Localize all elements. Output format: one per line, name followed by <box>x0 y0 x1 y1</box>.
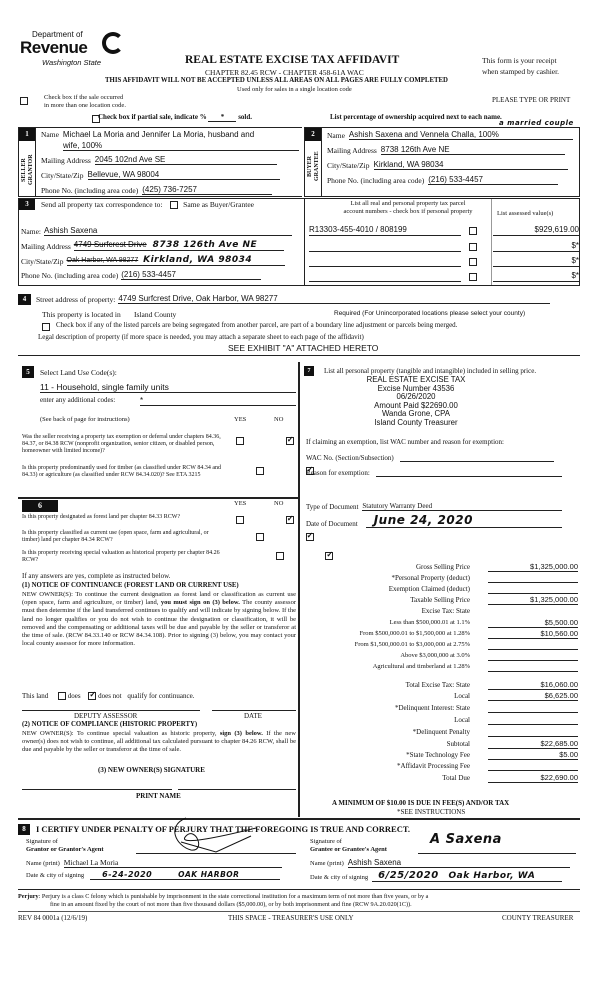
buyer-mailing-label: Mailing Address <box>327 146 377 155</box>
deputy-assessor-label: DEPUTY ASSESSOR <box>74 712 138 720</box>
seller-phone-row <box>41 185 272 195</box>
certify-statement: I CERTIFY UNDER PENALTY OF PERJURY THAT THE FOREGOING IS TRUE AND CORRECT. <box>36 824 411 834</box>
grantor-signature-field[interactable] <box>136 830 296 854</box>
logo-line1: Department of <box>32 30 83 39</box>
calc-label: From $1,500,000.01 to $3,000,000 at 2.75% <box>354 641 470 648</box>
street-address-field[interactable]: 4749 Surfcrest Drive, Oak Harbor, WA 98277 <box>118 294 550 304</box>
form-subtitle: CHAPTER 82.45 RCW - CHAPTER 458-61A WAC <box>205 68 364 77</box>
calc-label: *Affidavit Processing Fee <box>397 762 470 770</box>
land-use-label: Select Land Use Code(s): <box>40 368 117 377</box>
section-5-number: 5 <box>22 366 34 378</box>
additional-codes-label: enter any additional codes: <box>40 396 116 404</box>
yes-header: YES <box>234 500 247 507</box>
exemption-no-checkbox[interactable] <box>286 437 294 445</box>
same-as-buyer-label: Same as Buyer/Grantee <box>183 200 254 209</box>
grantor-date-label: Date & city of signing <box>26 872 85 879</box>
form-title: REAL ESTATE EXCISE TAX AFFIDAVIT <box>185 54 400 66</box>
notice-2-bold: sign (3) below. <box>219 730 263 737</box>
calc-label: Above $3,000,000 at 3.0% <box>400 652 470 659</box>
section-8-number: 8 <box>18 824 30 835</box>
stamp-line: Amount Paid $22690.00 <box>374 400 458 410</box>
new-owner-signature-line[interactable] <box>22 789 172 790</box>
date-label: DATE <box>244 712 262 720</box>
notice-2-text-b: If the new owner(s) does not wish to continue, all additional tax calculated pursuant to chapter 84.26 RCW, shall be due and payable by the seller or transferor at the time of sale. <box>22 730 297 754</box>
delinquent-penalty-field[interactable] <box>488 727 578 737</box>
seller-name-label: Name <box>41 130 59 139</box>
assessor-date-line[interactable] <box>212 710 296 711</box>
corr-city-field[interactable] <box>67 255 285 266</box>
partial-sale-label: Check box if partial sale, indicate % <box>98 113 207 121</box>
does-not-label: does not <box>98 692 122 700</box>
county-treasurer-label: COUNTY TREASURER <box>502 914 574 922</box>
total-due-field[interactable]: $22,690.00 <box>488 773 578 783</box>
grantor-name-row <box>26 858 282 868</box>
parcel-row <box>309 256 579 268</box>
stamp-line: Island County Treasurer <box>374 417 458 427</box>
corr-mailing-label: Mailing Address <box>21 242 71 251</box>
wac-label: WAC No. (Section/Subsection) <box>306 454 394 462</box>
notice-1-title: (1) NOTICE OF CONTINUANCE (FOREST LAND OR CURRENT USE) <box>22 582 239 589</box>
forest-land-question: Is this property designated as forest land per chapter 84.33 RCW? <box>22 514 181 520</box>
delinquent-interest-state-field[interactable] <box>488 703 578 713</box>
new-owner-signature-line-2[interactable] <box>178 789 296 790</box>
qualify-label: qualify for continuance. <box>127 692 195 700</box>
gross-selling-price-field[interactable]: $1,325,000.00 <box>488 562 578 572</box>
calc-label: Gross Selling Price <box>415 563 470 571</box>
deputy-assessor-signature-line[interactable] <box>22 710 200 711</box>
send-correspondence-label: Send all property tax correspondence to: <box>41 200 163 209</box>
exemption-claim-label: If claiming an exemption, list WAC number and reason for exemption: <box>306 438 504 446</box>
seller-mailing-label: Mailing Address <box>41 156 91 165</box>
calc-label: *Personal Property (deduct) <box>391 574 470 582</box>
agricultural-tax-field[interactable] <box>488 662 578 672</box>
notice-2-text-a: NEW OWNER(S): To continue special valuation as historic property, <box>22 730 217 737</box>
grantor-signature-scribble-icon <box>156 816 316 856</box>
segregated-checkbox[interactable] <box>42 323 50 331</box>
section-7-number: 7 <box>304 366 314 376</box>
grantee-date-city-field[interactable] <box>372 870 562 882</box>
reason-row <box>306 468 562 477</box>
personal-property-deduct-field[interactable] <box>488 573 578 583</box>
grantor-sig-label-1: Signature of <box>26 838 58 845</box>
buyer-mailing-field[interactable]: 8738 126th Ave NE <box>381 145 565 155</box>
grantee-date-row <box>310 870 562 882</box>
calc-label: Local <box>454 716 470 724</box>
buyer-name-row <box>327 130 573 140</box>
grantee-city-value: Oak Harbor, WA <box>448 871 536 881</box>
calc-label: *Delinquent Penalty <box>412 728 470 736</box>
section-1-number: 1 <box>19 128 35 141</box>
grantor-name-field[interactable]: Michael La Moria <box>64 858 282 868</box>
notice-1-bold: you must sign on (3) below. <box>160 599 240 607</box>
receipt-note-1: This form is your receipt <box>482 56 557 65</box>
legal-description-label: Legal description of property (if more space is needed, you may attach a separate sheet to each page of the affidavit) <box>38 333 364 341</box>
corr-name-label: Name: <box>21 227 41 236</box>
corr-name-row <box>21 226 292 236</box>
logo-line3: Washington State <box>42 58 102 67</box>
doc-date-row <box>306 513 562 528</box>
buyer-city-label: City/State/Zip <box>327 161 370 170</box>
grantee-date-label: Date & city of signing <box>310 874 369 881</box>
does-label: does <box>67 692 81 700</box>
form-revision: REV 84 0001a (12/6/19) <box>18 914 88 922</box>
located-in-label: This property is located in <box>42 310 121 319</box>
personal-property-checkbox[interactable] <box>469 227 477 235</box>
buyer-grantee-section <box>304 119 580 197</box>
historic-yes-checkbox[interactable] <box>276 552 284 560</box>
does-qualify-checkbox[interactable] <box>58 692 66 700</box>
notice-2-title: (2) NOTICE OF COMPLIANCE (HISTORIC PROPERTY) <box>22 721 198 728</box>
parcel-account-field[interactable] <box>309 271 461 282</box>
buyer-handwritten-note: a married couple <box>499 119 574 127</box>
notice-2-body <box>22 730 296 755</box>
technology-fee-field[interactable]: $5.00 <box>488 750 578 760</box>
personal-property-checkbox[interactable] <box>469 243 477 251</box>
wac-row <box>306 453 554 462</box>
minimum-due-note: A MINIMUM OF $10.00 IS DUE IN FEE(S) AND/OR TAX <box>332 799 510 807</box>
grantee-name-field[interactable]: Ashish Saxena <box>348 858 570 868</box>
seller-grantor-section <box>18 127 302 197</box>
reason-field[interactable] <box>376 468 562 477</box>
doc-type-field[interactable]: Statutory Warranty Deed <box>362 502 562 511</box>
grantor-date-city-field[interactable] <box>90 870 280 880</box>
seller-city-field[interactable]: Bellevue, WA 98004 <box>88 170 280 180</box>
receipt-note-2: when stamped by cashier. <box>482 67 560 76</box>
corr-phone-row <box>21 270 261 280</box>
single-location-note: Used only for sales in a single location code <box>237 86 352 93</box>
parcel-row <box>309 271 579 283</box>
notice-1-body <box>22 591 296 648</box>
calc-label: Excise Tax: State <box>421 607 470 615</box>
multi-location-checkbox[interactable] <box>20 97 28 105</box>
calc-label: *State Technology Fee <box>406 751 470 759</box>
assessed-value-field[interactable]: $929,619.00 <box>493 225 579 236</box>
ownership-note: List percentage of ownership acquired next to each name. <box>330 113 502 121</box>
assessed-value-field[interactable]: $* <box>493 271 579 282</box>
personal-property-label: List all personal property (tangible and intangible) included in selling price. <box>324 367 537 375</box>
forest-yes-checkbox[interactable] <box>236 516 244 524</box>
divider <box>18 911 580 912</box>
partial-sale-row <box>98 113 252 122</box>
parcel-row <box>309 241 579 253</box>
multi-location-label <box>44 94 126 110</box>
property-section <box>18 292 580 356</box>
land-use-section <box>18 362 298 497</box>
section-4-number: 4 <box>18 294 31 305</box>
corr-name-field[interactable]: Ashish Saxena <box>44 226 292 236</box>
divider <box>321 128 322 196</box>
corr-mailing-struck: 4749 Surfcrest Drive <box>73 240 147 249</box>
forest-no-checkbox[interactable] <box>286 516 294 524</box>
section-3-number: 3 <box>19 199 35 210</box>
notice-1-text-a: NEW OWNER(S): To continue the current designation as forest land or classification as current use (open space, farm and agriculture, or timber) land, <box>22 591 296 607</box>
additional-codes-field[interactable]: * <box>140 396 296 406</box>
divider <box>35 128 36 196</box>
calc-label: Exemption Claimed (deduct) <box>388 585 470 593</box>
wac-field[interactable] <box>400 453 554 462</box>
seller-mailing-field[interactable]: 2045 102nd Ave SE <box>95 155 277 165</box>
timber-yes-checkbox[interactable] <box>256 467 264 475</box>
grantee-sig-label-2: Grantee or Grantee's Agent <box>310 846 387 853</box>
doc-date-field[interactable]: June 24, 2020 <box>366 513 562 528</box>
parcel-account-field[interactable]: R13303-455-4010 / 808199 <box>309 225 461 236</box>
calc-label: Agricultural and timberland at 1.28% <box>372 663 470 670</box>
see-instructions-note: (See back of page for instructions) <box>40 416 130 423</box>
seller-phone-label: Phone No. (including area code) <box>41 186 139 195</box>
treasurer-stamp <box>356 376 476 428</box>
dor-logo <box>20 30 130 70</box>
personal-property-checkbox[interactable] <box>469 273 477 281</box>
legal-description-field[interactable]: SEE EXHIBIT "A" ATTACHED HERETO <box>228 343 379 353</box>
seller-city-label: City/State/Zip <box>41 171 84 180</box>
completion-warning: THIS AFFIDAVIT WILL NOT BE ACCEPTED UNLESS ALL AREAS ON ALL PAGES ARE FULLY COMPLETED <box>105 77 448 84</box>
current-use-question: Is this property classified as current use (open space, farm and agricultural, or timber) land per chapter 84.34 RCW? <box>22 530 209 544</box>
corr-mailing-field[interactable] <box>74 240 284 251</box>
buyer-city-field[interactable]: Kirkland, WA 98034 <box>374 160 568 170</box>
grantor-date-row <box>26 870 280 880</box>
partial-sale-suffix: sold. <box>238 113 253 121</box>
continuance-row <box>22 692 194 700</box>
section-6 <box>18 498 298 818</box>
stamp-line: Wanda Grone, CPA <box>381 409 451 419</box>
historic-question: Is this property receiving special valuation as historical property per chapter 84.26 RCW? <box>22 550 220 564</box>
buyer-phone-label: Phone No. (including area code) <box>327 176 425 185</box>
calc-label: Local <box>454 692 470 700</box>
corr-mailing-row <box>21 240 284 251</box>
perjury-notice <box>18 893 584 909</box>
calc-label: From $500,000.01 to $1,500,000 at 1.28% <box>359 630 470 637</box>
doc-date-label: Date of Document <box>306 520 358 528</box>
stamp-line: 06/26/2020 <box>396 392 436 402</box>
tier-4-tax-field[interactable] <box>488 651 578 661</box>
if-yes-instruction: If any answers are yes, complete as instructed below. <box>22 572 171 580</box>
parcel-account-field[interactable] <box>309 241 461 252</box>
calc-label: Taxable Selling Price <box>410 596 470 604</box>
certification-section <box>18 822 580 886</box>
correspondence-section <box>18 198 580 286</box>
grantee-name-label: Name (print) <box>310 860 344 867</box>
corr-city-handwritten: Kirkland, WA 98034 <box>143 255 253 265</box>
buyer-phone-field[interactable]: (216) 533-4457 <box>428 175 558 185</box>
calc-label: Subtotal <box>446 740 470 748</box>
yes-header: YES <box>234 416 247 423</box>
notice-1-text-b: The county assessor must then determine if the land transferred continues to qualify and will indicate by signing below. If the land no longer qualifies or you do not wish to continue the designation or classification, it will be removed and the compensating or additional taxes will be due and payable by the seller or transferor at the time of sale. (RCW 84.33.140 or RCW 84.34.108). Prior to signing (3) below, you may contact your local county assessor for more information. <box>22 599 297 648</box>
buyer-name-field[interactable]: Ashish Saxena and Vennela Challa, 100% <box>349 130 573 140</box>
stamp-line: REAL ESTATE EXCISE TAX <box>366 375 466 384</box>
delinquent-interest-local-field[interactable] <box>488 715 578 725</box>
does-not-qualify-checkbox[interactable] <box>88 692 96 700</box>
corr-city-label: City/State/Zip <box>21 257 64 266</box>
corr-mailing-handwritten: 8738 126th Ave NE <box>152 240 258 250</box>
street-address-label: Street address of property: <box>36 295 116 304</box>
assessed-value-header: List assessed value(s) <box>497 210 554 217</box>
parcel-row <box>309 225 579 237</box>
taxable-selling-price-field[interactable]: $1,325,000.00 <box>488 595 578 605</box>
calc-label: Less than $500,000.01 at 1.1% <box>389 619 470 626</box>
grantor-city-value: OAK HARBOR <box>178 870 240 879</box>
calc-label: *Delinquent Interest: State <box>394 704 470 712</box>
doc-type-label: Type of Document <box>306 503 359 511</box>
seller-name-line1[interactable]: Michael La Moria and Jennifer La Moria, husband and <box>62 130 255 139</box>
grantee-sig-label-1: Signature of <box>310 838 342 845</box>
buyer-mailing-row <box>327 145 565 155</box>
perjury-text-2: fine in an amount fixed by the court of not more than five thousand dollars ($5,000.00), or by both imprisonment and fine (RCW 9A.20.020(1C)). <box>50 901 412 908</box>
exemption-question: Was the seller receiving a property tax exemption or deferral under chapters 84.36, 84.37, or 84.38 RCW (nonprofit organization, senior citizen, or disabled person, homeowner with limited income)? <box>22 434 221 455</box>
parcel-header <box>307 200 509 216</box>
reason-label: Reason for exemption: <box>306 469 370 477</box>
same-as-buyer-checkbox[interactable] <box>170 201 178 209</box>
corr-city-struck: Oak Harbor, WA 98277 <box>66 257 139 264</box>
seller-name-row <box>41 130 254 139</box>
send-correspondence-row <box>41 200 254 209</box>
buyer-name-label: Name <box>327 131 345 140</box>
seller-grantor-label: SELLER GRANTOR <box>21 154 34 186</box>
grantee-date-value: 6/25/2020 <box>378 870 439 881</box>
corr-phone-field[interactable]: (216) 533-4457 <box>121 270 261 280</box>
current-use-yes-checkbox[interactable] <box>256 533 264 541</box>
see-instructions: *SEE INSTRUCTIONS <box>397 808 466 816</box>
exemption-deduct-field[interactable] <box>488 584 578 594</box>
grantee-name-row <box>310 858 570 868</box>
grantor-sig-label-2: Grantor or Grantor's Agent <box>26 846 104 853</box>
seller-name-line2[interactable]: wife, 100% <box>63 141 299 151</box>
buyer-phone-row <box>327 175 558 185</box>
buyer-grantee-label: BUYER GRANTEE <box>307 151 320 181</box>
timber-question: Is this property predominantly used for timber (as classified under RCW 84.34 and 84.33) or agriculture (as classified under RCW 84.34.020)? See ETA 3215 <box>22 465 222 479</box>
subtotal-field[interactable]: $22,685.00 <box>488 739 578 749</box>
treasurer-use-only: THIS SPACE - TREASURER'S USE ONLY <box>228 914 354 922</box>
required-note: Required (For Unincorporated locations please select your county) <box>334 310 526 317</box>
tier-3-tax-field[interactable] <box>488 640 578 650</box>
total-state-tax-field[interactable]: $16,060.00 <box>488 680 578 690</box>
assessed-value-field[interactable]: $* <box>493 256 579 267</box>
partial-sale-percent[interactable]: * <box>208 113 236 122</box>
street-address-row <box>36 294 550 304</box>
perjury-bold: Perjury <box>18 893 39 900</box>
grantor-name-label: Name (print) <box>26 860 60 867</box>
no-header: NO <box>274 500 284 507</box>
tier-1-tax-field[interactable]: $5,500.00 <box>488 618 578 628</box>
seller-phone-field[interactable]: (425) 736-7257 <box>142 185 272 195</box>
parcel-header-2: account numbers - check box if personal property <box>343 208 473 215</box>
logo-line2: Revenue <box>20 38 88 57</box>
multi-location-label-1: Check box if the sale occurred <box>44 94 124 101</box>
calc-label: Total Excise Tax: State <box>405 681 470 689</box>
land-use-code-select[interactable]: 11 - Household, single family units <box>40 382 296 393</box>
buyer-city-row <box>327 160 568 170</box>
grantor-date-value: 6-24-2020 <box>102 870 153 879</box>
new-owner-signature-title: (3) NEW OWNER(S) SIGNATURE <box>98 766 205 774</box>
doc-type-row <box>306 502 562 511</box>
local-tax-field[interactable]: $6,625.00 <box>488 691 578 701</box>
parcel-account-field[interactable] <box>309 256 461 267</box>
stamp-line: Excise Number 43536 <box>377 383 455 393</box>
county-select[interactable]: Island County <box>134 310 177 319</box>
section-6-number: 6 <box>22 500 58 512</box>
grantee-signature-field[interactable]: A Saxena <box>418 832 576 854</box>
segregated-label: Check box if any of the listed parcels are being segregated from another parcel, are part of a boundary line adjustment or parcels being merged. <box>56 321 458 329</box>
assessed-value-field[interactable]: $* <box>493 241 579 252</box>
this-land-label: This land <box>22 692 49 700</box>
multi-location-label-2: in more than one location code. <box>44 102 126 109</box>
type-or-print: PLEASE TYPE OR PRINT <box>492 96 571 104</box>
perjury-text-1: : Perjury is a class C felony which is punishable by imprisonment in the state correctional institution for a maximum term of not more than five years, or by a <box>38 893 429 900</box>
corr-city-row <box>21 255 285 266</box>
personal-property-checkbox[interactable] <box>469 258 477 266</box>
no-header: NO <box>274 416 284 423</box>
processing-fee-field[interactable] <box>488 761 578 771</box>
exemption-yes-checkbox[interactable] <box>236 437 244 445</box>
divider <box>18 889 580 890</box>
seller-mailing-row <box>41 155 277 165</box>
seller-city-row <box>41 170 280 180</box>
section-2-number: 2 <box>305 128 321 141</box>
dor-swirl-icon <box>102 32 124 54</box>
print-name-label: PRINT NAME <box>136 792 181 800</box>
calc-label: Total Due <box>442 774 470 782</box>
divider <box>304 199 305 285</box>
tier-2-tax-field[interactable]: $10,560.00 <box>488 629 578 639</box>
parcel-header-1: List all real and personal property tax parcel <box>350 200 466 207</box>
corr-phone-label: Phone No. (including area code) <box>21 271 119 280</box>
